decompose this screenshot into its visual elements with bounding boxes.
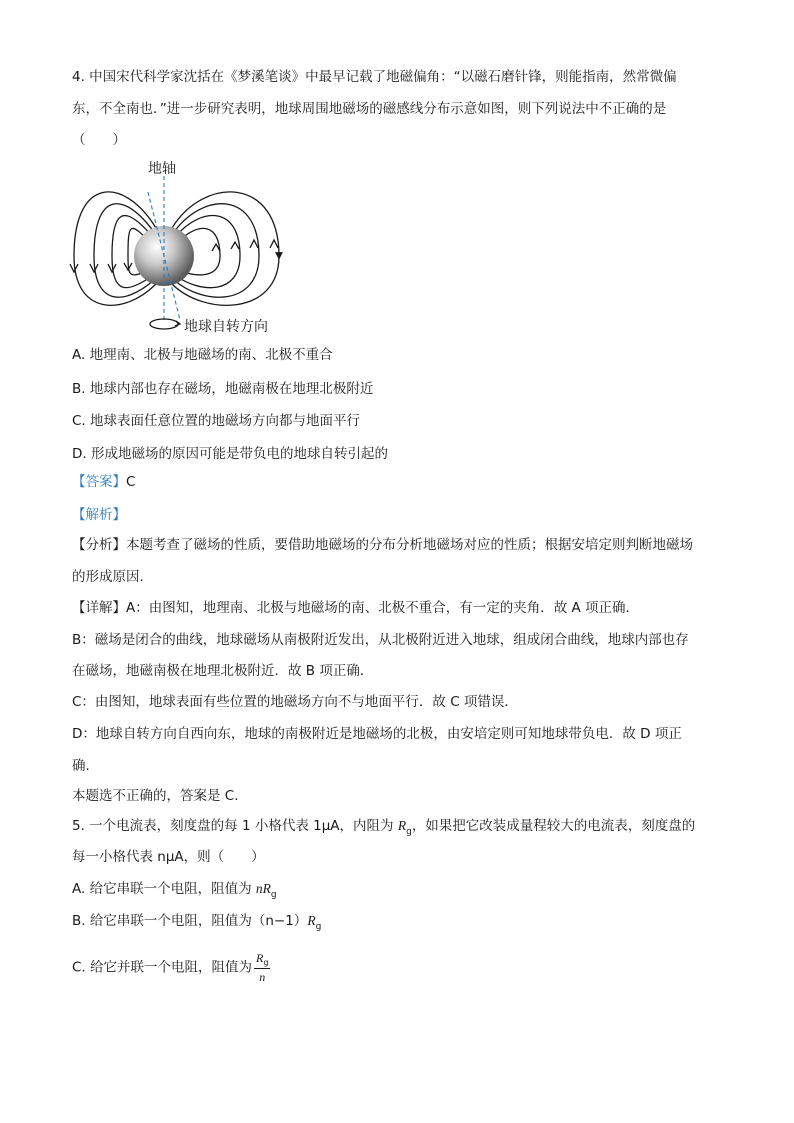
q5-var-r: R: [397, 818, 407, 833]
q5-option-a-n: n: [255, 881, 263, 896]
q5-option-c-fraction: [254, 950, 270, 985]
fraction-numerator: [254, 950, 270, 969]
q4-stem-line2: 东，不全南也．”进一步研究表明，地球周围地磁场的磁感线分布示意如图，则下列说法中不正确的是: [72, 101, 667, 117]
q5-stem-line1: [72, 816, 695, 838]
xiangjie-c-line: C：由图知，地球表面有些位置的地磁场方向不与地面平行．故 C 项错误．: [72, 694, 518, 710]
geomagnetic-field-figure: [64, 156, 294, 338]
fenxi-line1: [72, 535, 693, 555]
q4-option-d: D. 形成地磁场的原因可能是带负电的地球自转引起的: [72, 446, 388, 462]
rotation-label: 地球自转方向: [184, 319, 268, 335]
q5-option-b-text: B. 给它串联一个电阻，阻值为（n−1）: [72, 913, 308, 929]
q4-stem-line1: 4. 中国宋代科学家沈括在《梦溪笔谈》中最早记载了地磁偏角：“以磁石磨针锋，则能指南，然常微偏: [72, 69, 677, 85]
q4-option-b: B. 地球内部也存在磁场，地磁南极在地理北极附近: [72, 381, 374, 397]
q4-option-c: C. 地球表面任意位置的地磁场方向都与地面平行: [72, 413, 361, 429]
rotation-ellipse: [150, 319, 178, 329]
fenxi-tag: 【分析】: [72, 537, 126, 553]
q5-stem-part-b: ，如果把它改装成量程较大的电流表，刻度盘的: [411, 818, 696, 834]
q5-option-a-sub: g: [270, 890, 277, 900]
axis-label: 地轴: [148, 161, 176, 177]
fraction-num-sub: g: [263, 958, 269, 967]
fenxi-text1: 本题考查了磁场的性质，要借助地磁场的分布分析地磁场对应的性质；根据安培定则判断地磁场: [126, 537, 693, 553]
q5-option-c: [72, 950, 270, 985]
q5-option-a-r: R: [262, 881, 271, 896]
q5-option-a-text: A. 给它串联一个电阻，阻值为: [72, 881, 256, 897]
fenxi-line2: 的形成原因．: [72, 569, 153, 585]
conclusion-line: 本题选不正确的，答案是 C.: [72, 788, 239, 804]
q5-option-b: [72, 911, 321, 933]
q5-option-b-sub: g: [315, 922, 322, 932]
q5-stem-part-a: 5. 一个电流表，刻度盘的每 1 小格代表 1μA，内阻为: [72, 818, 398, 834]
q5-option-a: [72, 879, 277, 901]
answer-value: C: [126, 474, 136, 490]
xiangjie-a-line: [72, 598, 639, 618]
fraction-num-r: R: [256, 951, 264, 965]
q5-option-b-r: R: [307, 913, 316, 928]
xiangjie-a-text: A：由图知，地理南、北极与地磁场的南、北极不重合，有一定的夹角．故 A 项正确．: [126, 600, 640, 616]
q4-option-a: A. 地理南、北极与地磁场的南、北极不重合: [72, 347, 333, 363]
answer-tag: 【答案】: [72, 474, 126, 490]
analysis-tag: 【解析】: [72, 507, 126, 523]
xiangjie-d-line2: 确．: [72, 758, 99, 774]
q5-sub-g: g: [406, 827, 412, 837]
field-lines-diagram: [64, 156, 294, 338]
q5-option-c-text: C. 给它并联一个电阻，阻值为: [72, 959, 253, 976]
xiangjie-b-line1: B：磁场是闭合的曲线，地球磁场从南极附近发出，从北极附近进入地球，组成闭合曲线，地球内部也存: [72, 632, 689, 648]
xiangjie-tag: 【详解】: [72, 600, 126, 616]
q5-stem-line2: 每一小格代表 nμA，则（ ）: [72, 849, 265, 865]
xiangjie-d-line1: D：地球自转方向自西向东，地球的南极附近是地磁场的北极，由安培定则可知地球带负电．故 D 项正: [72, 726, 682, 742]
answer-line: [72, 472, 135, 492]
xiangjie-b-line2: 在磁场，地磁南极在地理北极附近．故 B 项正确．: [72, 663, 374, 679]
q4-stem-line3: （ ）: [72, 132, 126, 148]
fraction-denominator: n: [259, 970, 266, 984]
